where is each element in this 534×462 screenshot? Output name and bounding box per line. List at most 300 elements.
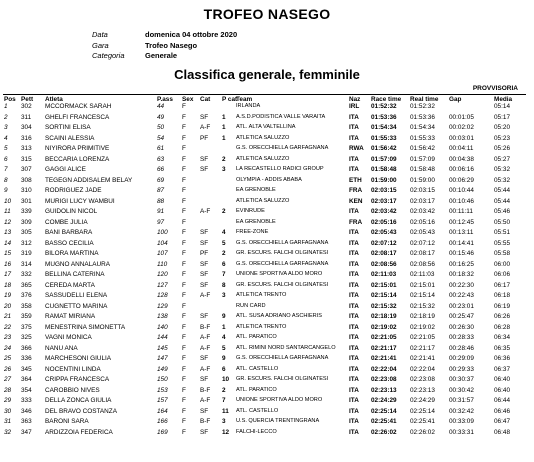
category-cell: SF (200, 281, 209, 289)
overall-pass-cell: 157 (157, 397, 168, 404)
team-cell: A.S.D.PODISTICA VALLE VARAITA (236, 113, 326, 120)
athlete-cell: NANU ANA (45, 344, 78, 352)
bib-cell: 302 (21, 103, 32, 110)
table-row (3, 104, 526, 115)
overall-pass-cell: 91 (157, 208, 165, 215)
category-position-cell: 10 (222, 376, 230, 383)
athlete-cell: MURIGI LUCY WAMBUI (45, 197, 115, 205)
real-time-cell: 01:52:32 (410, 103, 435, 110)
race-time-cell: 02:23:13 (371, 386, 397, 394)
race-time-cell: 02:22:04 (371, 365, 397, 373)
pace-cell: 05:32 (494, 166, 510, 173)
gap-cell (448, 104, 493, 115)
data-label: Data (92, 30, 108, 39)
gap-cell: 00:22:43 (449, 292, 474, 299)
team-cell: FALCHI-LECCO (236, 428, 277, 435)
pace-cell: 05:46 (494, 208, 510, 215)
category-cell: B-F (200, 323, 211, 331)
bib-cell: 305 (21, 229, 32, 236)
bib-cell: 311 (21, 113, 32, 121)
nation-cell: ITA (349, 334, 359, 341)
team-cell: LA RECASTELLO RADICI GROUP (236, 166, 324, 172)
column-header: P cat (222, 96, 238, 103)
athlete-cell: CRIPPA FRANCESCA (45, 376, 110, 383)
sex-cell: F (182, 344, 186, 352)
category-cell (199, 178, 221, 189)
position-cell: 21 (4, 313, 12, 320)
nation-cell: FRA (349, 218, 363, 226)
gap-cell: 00:25:47 (449, 313, 474, 320)
pace-cell: 05:32 (494, 176, 510, 184)
race-time-cell: 01:53:36 (371, 113, 397, 121)
table-row (3, 314, 526, 325)
race-time-cell: 02:08:56 (371, 260, 397, 268)
nation-cell: ITA (349, 428, 359, 436)
gap-cell: 00:13:11 (449, 229, 474, 236)
real-time-cell: 02:19:02 (410, 323, 435, 331)
category-cell: A-F (200, 397, 211, 404)
bib-cell: 313 (21, 145, 32, 152)
athlete-cell: CEREDA MARTA (45, 281, 95, 289)
column-header: P.ass (157, 96, 173, 103)
gap-cell: 00:29:09 (449, 355, 474, 362)
team-cell: ATLETICA TRENTO (236, 323, 287, 330)
category-position-cell: 2 (222, 386, 226, 394)
overall-pass-cell: 50 (157, 124, 165, 131)
position-cell: 9 (4, 187, 8, 194)
table-row (3, 230, 526, 241)
real-time-cell: 01:53:36 (410, 113, 435, 121)
category-position-cell: 6 (222, 260, 226, 268)
position-cell: 18 (4, 281, 12, 289)
overall-pass-cell: 104 (157, 239, 168, 247)
athlete-cell: VAGNI MONICA (45, 334, 92, 341)
real-time-cell: 02:11:03 (410, 271, 435, 278)
position-cell: 10 (4, 197, 12, 205)
overall-pass-cell: 44 (157, 103, 165, 110)
category-position-cell: 1 (222, 124, 226, 131)
team-cell: ATL. PARATICO (236, 386, 277, 393)
category-cell: SF (200, 355, 209, 362)
real-time-cell: 02:25:41 (410, 418, 435, 425)
bib-cell: 314 (21, 260, 32, 268)
table-row (3, 188, 526, 199)
nation-cell: ITA (349, 376, 359, 383)
position-cell: 32 (4, 428, 12, 436)
position-cell: 14 (4, 239, 12, 247)
team-cell: ATL. PARATICO (236, 334, 277, 340)
category-cell (199, 104, 221, 115)
sex-cell: F (182, 271, 186, 278)
data-value: domenica 04 ottobre 2020 (145, 30, 238, 39)
bib-cell: 312 (21, 239, 32, 247)
sex-cell: F (182, 103, 186, 110)
table-row (3, 146, 526, 157)
column-header: Pos (4, 96, 16, 103)
sex-cell: F (182, 365, 186, 373)
column-header: Team (236, 96, 253, 103)
team-cell: UNIONE SPORTIVA ALDO MORO (236, 397, 323, 403)
sex-cell: F (182, 134, 186, 142)
category-position-cell: 7 (222, 271, 226, 278)
pace-cell: 05:23 (494, 134, 510, 142)
sex-cell: F (182, 229, 186, 236)
team-cell: EA GRENOBLE (236, 218, 276, 225)
athlete-cell: DEL BRAVO COSTANZA (45, 407, 117, 415)
nation-cell: ITA (349, 302, 359, 310)
table-row (3, 293, 526, 304)
gara-label: Gara (92, 40, 109, 50)
nation-cell: FRA (349, 187, 363, 194)
category-position-cell (221, 188, 235, 199)
position-cell: 12 (4, 218, 12, 226)
pace-cell: 06:48 (494, 428, 510, 436)
team-cell: IRLANDA (236, 103, 261, 109)
overall-pass-cell: 144 (157, 334, 168, 341)
position-cell: 8 (4, 176, 8, 184)
category-position-cell: 4 (222, 229, 226, 236)
status-badge: PROVVISORIA (472, 85, 518, 92)
sex-cell: F (182, 187, 186, 194)
race-time-cell: 02:15:14 (371, 292, 397, 299)
real-time-cell: 01:57:09 (410, 155, 435, 163)
race-time-cell: 02:23:08 (371, 376, 397, 383)
gap-cell: 00:33:31 (449, 428, 474, 436)
gap-cell: 00:29:33 (449, 365, 474, 373)
bib-cell: 354 (21, 386, 32, 394)
race-time-cell: 02:19:02 (371, 323, 397, 331)
athlete-cell: BASSO CECILIA (45, 239, 94, 247)
nation-cell: ITA (349, 397, 359, 404)
bib-cell: 359 (21, 313, 32, 320)
sex-cell: F (182, 281, 186, 289)
table-row (3, 430, 526, 441)
overall-pass-cell: 97 (157, 218, 165, 226)
gap-cell: 00:28:33 (449, 334, 474, 341)
bib-cell: 333 (21, 397, 32, 404)
category-position-cell: 6 (222, 365, 226, 373)
column-header: Sex (182, 96, 194, 103)
athlete-cell: BILORA MARTINA (45, 250, 99, 257)
overall-pass-cell: 69 (157, 176, 165, 184)
position-cell: 1 (4, 103, 8, 110)
athlete-cell: COMBE JULIA (45, 218, 88, 226)
bib-cell: 376 (21, 292, 32, 299)
nation-cell: ITA (349, 281, 359, 289)
team-cell: G.S. ORECCHIELLA GARFAGNANA (236, 355, 329, 361)
category-position-cell: 8 (222, 281, 226, 289)
position-cell: 27 (4, 376, 12, 383)
category-cell: SF (200, 428, 209, 436)
column-header: Pett (21, 96, 34, 103)
overall-pass-cell: 153 (157, 386, 168, 394)
position-cell: 4 (4, 134, 8, 142)
team-cell: GR. ESCURS. FALCHI OLGINATESI (236, 281, 329, 288)
overall-pass-cell: 61 (157, 145, 165, 152)
race-time-cell: 02:21:05 (371, 334, 397, 341)
category-position-cell: 11 (222, 407, 229, 415)
sex-cell: F (182, 376, 186, 383)
real-time-cell: 02:25:14 (410, 407, 435, 415)
pace-cell: 06:18 (494, 292, 510, 299)
category-cell: A-F (200, 365, 211, 373)
sex-cell: F (182, 292, 186, 299)
category-cell: SF (200, 155, 209, 163)
category-cell: A-F (200, 292, 211, 299)
pace-cell: 05:51 (494, 229, 510, 236)
bib-cell: 364 (21, 376, 32, 383)
bib-cell: 319 (21, 250, 32, 257)
sex-cell: F (182, 250, 186, 257)
real-time-cell: 01:55:33 (410, 134, 435, 142)
sex-cell: F (182, 208, 186, 215)
overall-pass-cell: 110 (157, 260, 168, 268)
race-time-cell: 02:08:17 (371, 250, 397, 257)
race-time-cell: 02:03:17 (371, 197, 397, 205)
pace-cell: 05:14 (494, 103, 510, 110)
athlete-cell: TEGEGN ADDISALEM BELAY (45, 176, 133, 184)
overall-pass-cell: 147 (157, 355, 168, 362)
category-cell (199, 188, 221, 199)
category-cell: A-F (200, 208, 211, 215)
category-cell: B-F (200, 418, 211, 425)
race-time-cell: 02:18:19 (371, 313, 397, 320)
position-cell: 30 (4, 407, 12, 415)
bib-cell: 309 (21, 218, 32, 226)
pace-cell: 06:00 (494, 260, 510, 268)
team-cell: EVINRUDE (236, 208, 265, 214)
table-row (3, 167, 526, 178)
team-cell: G.S. ORECCHIELLA GARFAGNANA (236, 145, 329, 151)
page-title: TROFEO NASEGO (203, 6, 331, 22)
team-cell: EA GRENOBLE (236, 187, 276, 193)
table-row (3, 377, 526, 388)
nation-cell: ITA (349, 124, 359, 131)
column-header: Gap (449, 96, 462, 103)
sex-cell: F (182, 197, 186, 205)
position-cell: 7 (4, 166, 8, 173)
overall-pass-cell: 107 (157, 250, 168, 257)
team-cell: G.S. ORECCHIELLA GARFAGNANA (236, 260, 329, 267)
sex-cell: F (182, 166, 186, 173)
category-cell: SF (200, 376, 209, 383)
position-cell: 19 (4, 292, 12, 299)
nation-cell: ITA (349, 113, 359, 121)
position-cell: 13 (4, 229, 12, 236)
categoria-value: Generale (145, 51, 178, 60)
pace-cell: 05:50 (494, 218, 510, 226)
overall-pass-cell: 164 (157, 407, 168, 415)
overall-pass-cell: 88 (157, 197, 165, 205)
event-meta (92, 30, 237, 62)
sex-cell: F (182, 428, 186, 436)
category-position-cell: 1 (222, 113, 226, 121)
pace-cell: 05:44 (494, 187, 510, 194)
pace-cell: 06:26 (494, 313, 510, 320)
position-cell: 22 (4, 323, 12, 331)
athlete-cell: RAMAT MIRIANA (45, 313, 96, 320)
overall-pass-cell: 169 (157, 428, 168, 436)
bib-cell: 304 (21, 124, 32, 131)
overall-pass-cell: 166 (157, 418, 168, 425)
team-cell: U.S. QUERCIA TRENTINGRANA (236, 418, 320, 424)
category-cell: PF (200, 134, 209, 142)
athlete-cell: CAROBBIO NIVES (45, 386, 100, 394)
athlete-cell: ARDIZZOIA FEDERICA (45, 428, 113, 436)
race-time-cell: 01:55:33 (371, 134, 397, 142)
athlete-cell: BELLINA CATERINA (45, 271, 105, 278)
sex-cell: F (182, 113, 186, 121)
real-time-cell: 02:05:43 (410, 229, 435, 236)
category-position-cell: 1 (222, 134, 226, 142)
gap-cell: 00:06:16 (449, 166, 474, 173)
category-cell: A-F (200, 344, 211, 352)
athlete-cell: CUGNETTO MARINA (45, 302, 108, 310)
bib-cell: 366 (21, 344, 32, 352)
nation-cell: ITA (349, 323, 359, 331)
ranking-title: Classifica generale, femminile (174, 67, 360, 82)
race-time-cell: 01:59:00 (371, 176, 397, 184)
athlete-cell: BECCARIA LORENZA (45, 155, 110, 163)
pace-cell: 06:40 (494, 386, 510, 394)
sex-cell: F (182, 302, 186, 310)
category-cell: SF (200, 113, 209, 121)
pace-cell: 06:19 (494, 302, 510, 310)
real-time-cell: 02:21:17 (410, 344, 435, 352)
table-row (3, 251, 526, 262)
category-position-cell: 2 (222, 250, 226, 257)
real-time-cell: 02:03:42 (410, 208, 435, 215)
pace-cell: 05:20 (494, 124, 510, 131)
category-position-cell (221, 146, 235, 157)
team-cell: GR. ESCURS. FALCHI OLGINATESI (236, 250, 329, 256)
gap-cell: 00:15:46 (449, 250, 474, 257)
athlete-cell: GHELFI FRANCESCA (45, 113, 110, 121)
athlete-cell: SASSUDELLI ELENA (45, 292, 108, 299)
nation-cell: ITA (349, 418, 359, 425)
category-position-cell: 7 (222, 397, 226, 404)
athlete-cell: MENESTRINA SIMONETTA (45, 323, 126, 331)
category-position-cell: 3 (222, 166, 226, 173)
nation-cell: ITA (349, 239, 359, 247)
real-time-cell: 01:59:00 (410, 176, 435, 184)
bib-cell: 310 (21, 187, 32, 194)
nation-cell: ITA (349, 155, 359, 163)
nation-cell: ITA (349, 134, 359, 142)
bib-cell: 358 (21, 302, 32, 310)
table-row (3, 272, 526, 283)
gap-cell: 00:01:05 (449, 113, 474, 121)
nation-cell: ITA (349, 292, 359, 299)
race-time-cell: 01:57:09 (371, 155, 397, 163)
team-cell: UNIONE SPORTIVA ALDO MORO (236, 271, 323, 277)
race-time-cell: 02:03:15 (371, 187, 397, 194)
category-cell: PF (200, 250, 209, 257)
nation-cell: KEN (349, 197, 363, 205)
athlete-cell: GAGGI ALICE (45, 166, 86, 173)
category-position-cell: 12 (222, 428, 230, 436)
sex-cell: F (182, 418, 186, 425)
sex-cell: F (182, 334, 186, 341)
bib-cell: 375 (21, 323, 32, 331)
race-time-cell: 02:25:41 (371, 418, 397, 425)
overall-pass-cell: 150 (157, 376, 168, 383)
gap-cell: 00:10:44 (449, 187, 474, 194)
real-time-cell: 02:03:15 (410, 187, 435, 194)
real-time-cell: 02:15:01 (410, 281, 435, 289)
position-cell: 3 (4, 124, 8, 131)
bib-cell: 301 (21, 197, 32, 205)
overall-pass-cell: 49 (157, 113, 165, 121)
bib-cell: 315 (21, 155, 32, 163)
category-position-cell: 4 (222, 334, 226, 341)
real-time-cell: 02:24:29 (410, 397, 435, 404)
position-cell: 11 (4, 208, 11, 215)
pace-cell: 05:58 (494, 250, 510, 257)
gap-cell: 00:28:46 (449, 344, 474, 352)
real-time-cell: 02:08:17 (410, 250, 435, 257)
category-position-cell (221, 104, 235, 115)
bib-cell: 339 (21, 208, 32, 215)
category-position-cell: 2 (222, 208, 226, 215)
categoria-label: Categoria (92, 51, 125, 60)
position-cell: 29 (4, 397, 12, 404)
gap-cell: 00:04:38 (449, 155, 474, 163)
athlete-cell: GUIDOLIN NICOL (45, 208, 98, 215)
team-cell: GR. ESCURS. FALCHI OLGINATESI (236, 376, 329, 382)
race-time-cell: 02:15:01 (371, 281, 397, 289)
athlete-cell: DELLA ZONCA GIULIA (45, 397, 112, 404)
team-cell: OLYMPIA - ADDIS ABABA (236, 176, 302, 183)
real-time-cell: 02:05:16 (410, 218, 435, 226)
table-row (3, 335, 526, 346)
real-time-cell: 02:18:19 (410, 313, 435, 320)
real-time-cell: 02:15:14 (410, 292, 435, 299)
category-position-cell: 3 (222, 418, 226, 425)
table-body (3, 104, 526, 440)
bib-cell: 325 (21, 334, 32, 341)
pace-cell: 05:17 (494, 113, 510, 121)
nation-cell: ITA (349, 407, 359, 415)
gap-cell: 00:06:29 (449, 176, 474, 184)
team-cell: ATL. CASTELLO (236, 407, 279, 414)
real-time-cell: 02:15:32 (410, 302, 435, 310)
nation-cell: ITA (349, 208, 359, 215)
race-time-cell: 02:05:16 (371, 218, 397, 226)
overall-pass-cell: 100 (157, 229, 168, 236)
meta-row-categoria (92, 51, 237, 62)
race-time-cell: 02:26:02 (371, 428, 397, 436)
overall-pass-cell: 129 (157, 302, 168, 310)
race-time-cell: 02:24:29 (371, 397, 397, 404)
position-cell: 24 (4, 344, 12, 352)
race-time-cell: 02:03:42 (371, 208, 397, 215)
sex-cell: F (182, 386, 186, 394)
column-header: Real time (410, 96, 439, 103)
nation-cell: ITA (349, 166, 359, 173)
overall-pass-cell: 66 (157, 166, 165, 173)
gap-cell: 00:12:45 (449, 218, 474, 226)
overall-pass-cell: 140 (157, 323, 168, 331)
real-time-cell: 02:23:08 (410, 376, 435, 383)
athlete-cell: SCAINI ALESSIA (45, 134, 95, 142)
bib-cell: 308 (21, 176, 32, 184)
athlete-cell: RODRIGUEZ JADE (45, 187, 102, 194)
overall-pass-cell: 145 (157, 344, 168, 352)
real-time-cell: 02:22:04 (410, 365, 435, 373)
column-header: Cat (200, 96, 211, 103)
sex-cell: F (182, 218, 186, 226)
